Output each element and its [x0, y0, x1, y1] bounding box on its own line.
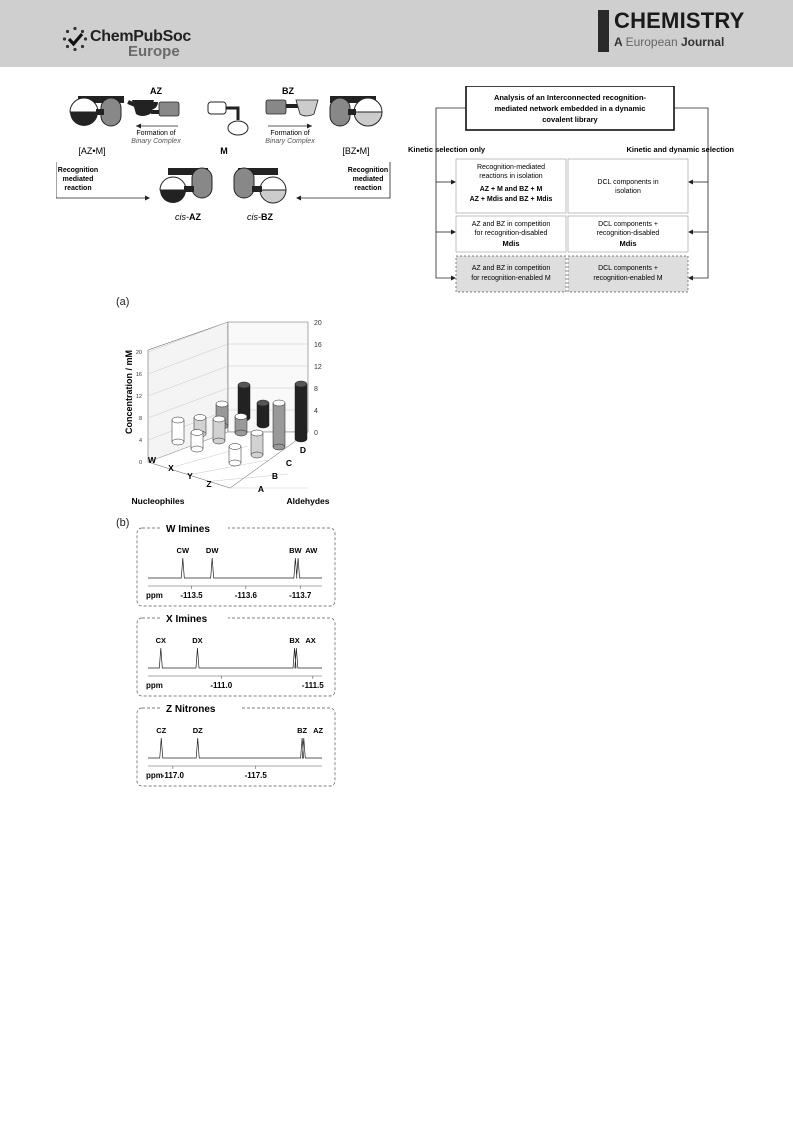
- x-tick: -113.5: [180, 591, 203, 600]
- nucleophile-label: Y: [187, 471, 193, 481]
- box3-right-l2: recognition-enabled M: [593, 275, 663, 282]
- spectrum-0: [137, 522, 335, 606]
- chart-xlabel: Nucleophiles: [131, 496, 185, 506]
- bz-m-complex: [330, 96, 382, 126]
- aldehyde-label: D: [299, 445, 307, 455]
- ppm-label: ppm: [146, 771, 163, 780]
- box1-left-l1: Recognition-mediated: [476, 164, 546, 171]
- cis-bz-product: [234, 168, 286, 203]
- formation-left-l1: Formation of: [136, 130, 176, 137]
- peak-label: AW: [305, 546, 318, 555]
- spectrum-2: [137, 702, 335, 786]
- peak-label: CX: [155, 636, 167, 645]
- peak-label: CZ: [156, 726, 167, 735]
- spectrum-title: W Imines: [166, 524, 210, 535]
- az-m-complex: [70, 96, 124, 126]
- nmr-spectra: [136, 522, 338, 788]
- peak-label: AZ: [313, 726, 324, 735]
- cis-az-prefix: cis-: [175, 212, 189, 222]
- box1-right-l1: DCL components in: [597, 179, 659, 186]
- reaction-left-l1: Recognition: [57, 167, 99, 174]
- z-tick-left: 16: [135, 372, 142, 378]
- nucleophile-label: W: [147, 455, 157, 465]
- bar-AX: [257, 400, 269, 428]
- box1-left-l2: reactions in isolation: [479, 173, 543, 180]
- formation-right-l1: Formation of: [270, 130, 310, 137]
- box2-right-l1: DCL components +: [598, 221, 658, 228]
- aldehyde-label: B: [271, 471, 279, 481]
- cis-bz-label: [247, 212, 273, 222]
- journal-subtitle-b: European: [625, 35, 678, 49]
- flowchart-title-l2: mediated network embedded in a dynamic: [494, 104, 646, 113]
- x-tick: -117.5: [244, 771, 267, 780]
- az-molecule: [128, 100, 179, 116]
- ppm-label: ppm: [146, 681, 163, 690]
- az-m-label: [AZ•M]: [78, 146, 106, 156]
- box1-right-l2: isolation: [615, 188, 641, 195]
- bar-BZ: [273, 400, 285, 450]
- cis-bz-name: BZ: [261, 212, 273, 222]
- box3-right-l1: DCL components +: [598, 265, 658, 272]
- journal-title: CHEMISTRY: [614, 8, 745, 33]
- chart-zlabel: Concentration / mM: [124, 349, 134, 435]
- nucleophile-label: X: [168, 463, 174, 473]
- peak-label: AX: [305, 636, 316, 645]
- peak-label: BZ: [297, 726, 308, 735]
- box3-left-l2: for recognition-enabled M: [471, 275, 551, 282]
- box2-left-l1: AZ and BZ in competition: [471, 221, 551, 228]
- cis-az-name: AZ: [189, 212, 201, 222]
- m-molecule: [208, 102, 248, 135]
- bar-CZ: [251, 430, 263, 458]
- z-tick-right: 0: [314, 430, 318, 437]
- reaction-left-l3: reaction: [64, 185, 92, 192]
- box2-left-l3: Mdis: [502, 239, 520, 248]
- box2-right-l3: Mdis: [619, 239, 637, 248]
- spectrum-title: X Imines: [166, 614, 208, 625]
- bar-AZ: [295, 381, 307, 442]
- formation-left-l2: Binary Complex: [131, 138, 181, 145]
- society-region: Europe: [128, 43, 180, 60]
- z-tick-right: 12: [314, 364, 322, 371]
- z-tick-right: 4: [314, 408, 318, 415]
- flowchart-title-l3: covalent library: [542, 115, 598, 124]
- x-tick: -113.6: [234, 591, 257, 600]
- analysis-flowchart: [408, 86, 734, 296]
- spectrum-title: Z Nitrones: [166, 704, 216, 715]
- peak-label: DX: [192, 636, 203, 645]
- bar-CX: [213, 416, 225, 444]
- peak-label: BW: [289, 546, 302, 555]
- society-name: ChemPubSoc: [90, 28, 192, 45]
- journal-subtitle: [614, 35, 724, 49]
- cis-az-label: [175, 212, 201, 222]
- peak-label: DW: [205, 546, 219, 555]
- box-enabled-right: [568, 256, 688, 292]
- x-tick: -117.0: [161, 771, 184, 780]
- box3-left-l1: AZ and BZ in competition: [471, 265, 551, 272]
- bar-DX: [191, 430, 203, 453]
- z-tick-right: 20: [314, 320, 322, 327]
- peak-label: BX: [289, 636, 300, 645]
- bar-DZ: [229, 444, 241, 467]
- box-isolation-right: [568, 159, 688, 213]
- z-tick-right: 16: [314, 342, 322, 349]
- z-tick-right: 8: [314, 386, 318, 393]
- ppm-label: ppm: [146, 591, 163, 600]
- bar-DW: [172, 417, 184, 445]
- z-tick-left: 12: [135, 394, 142, 400]
- box1-left-l4: AZ + Mdis and BZ + Mdis: [469, 196, 553, 203]
- x-tick: -111.0: [210, 681, 233, 690]
- chempubsoc-logo-icon: [62, 26, 88, 52]
- chart-ylabel: Aldehydes: [286, 496, 330, 506]
- bar-BX: [235, 414, 247, 437]
- flowchart-title-l1: Analysis of an Interconnected recognition-: [493, 93, 647, 102]
- z-tick-left: 4: [138, 438, 142, 444]
- bz-molecule: [266, 100, 318, 116]
- box-enabled-left: [456, 256, 566, 292]
- scheme-az-label: AZ: [150, 86, 162, 96]
- x-tick: -113.7: [289, 591, 312, 600]
- z-tick-left: 20: [135, 350, 142, 356]
- concentration-3d-chart: [118, 312, 340, 508]
- spectrum-1: [137, 612, 335, 696]
- reaction-right-l1: Recognition: [347, 167, 389, 174]
- reaction-left-l2: mediated: [62, 176, 94, 183]
- flowchart-right-heading: Kinetic and dynamic selection: [626, 145, 734, 154]
- panel-a-label: (a): [116, 296, 130, 308]
- peak-label: CW: [176, 546, 190, 555]
- panel-b-label: (b): [116, 517, 130, 529]
- bz-m-label: [BZ•M]: [342, 146, 370, 156]
- cis-bz-prefix: cis-: [247, 212, 261, 222]
- x-tick: -111.5: [301, 681, 324, 690]
- box2-left-l2: for recognition-disabled: [474, 230, 548, 237]
- nucleophile-label: Z: [206, 479, 212, 489]
- flowchart-left-heading: Kinetic selection only: [408, 145, 486, 154]
- z-tick-left: 8: [138, 416, 142, 422]
- cis-az-product: [160, 168, 212, 203]
- reaction-right-l2: mediated: [352, 176, 384, 183]
- recognition-scheme: [56, 82, 392, 230]
- aldehyde-label: C: [285, 458, 293, 468]
- box1-left-l3: AZ + M and BZ + M: [479, 186, 543, 193]
- journal-subtitle-a: A: [614, 35, 623, 49]
- aldehyde-label: A: [257, 484, 265, 494]
- journal-bar: [598, 10, 609, 52]
- scheme-bz-label: BZ: [282, 86, 294, 96]
- scheme-m-label: M: [220, 146, 228, 156]
- formation-right-l2: Binary Complex: [265, 138, 315, 145]
- page-header: [0, 0, 793, 67]
- reaction-right-l3: reaction: [354, 185, 382, 192]
- box2-right-l2: recognition-disabled: [596, 230, 660, 237]
- z-tick-left: 0: [138, 460, 142, 466]
- peak-label: DZ: [192, 726, 203, 735]
- journal-subtitle-c: Journal: [680, 35, 725, 49]
